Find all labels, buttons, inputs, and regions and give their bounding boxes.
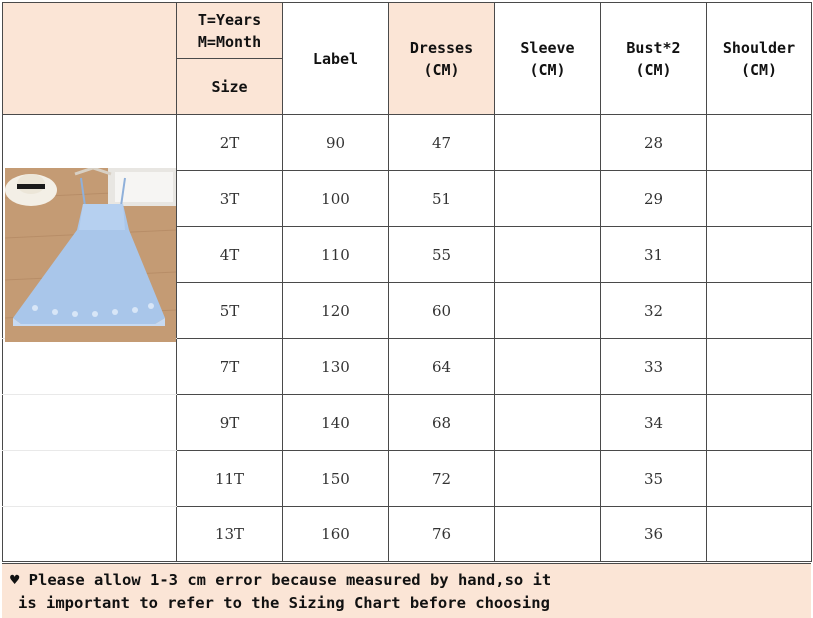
- measurement-note: [2, 563, 811, 618]
- bust-cell: 34: [601, 395, 707, 451]
- size-cell: 13T: [177, 507, 283, 562]
- shoulder-cell: [707, 283, 812, 339]
- sleeve-cell: [495, 283, 601, 339]
- sleeve-cell: [495, 227, 601, 283]
- blank-cell: [3, 339, 177, 395]
- label-header: Label: [283, 3, 389, 115]
- dresses-cell: 68: [389, 395, 495, 451]
- blank-cell: [3, 395, 177, 451]
- bust-header-unit: (CM): [635, 60, 672, 79]
- age-legend-cell: [177, 3, 283, 59]
- label-cell: 130: [283, 339, 389, 395]
- size-header: Size: [177, 59, 283, 115]
- bust-cell: 32: [601, 283, 707, 339]
- bust-header-title: Bust*2: [626, 38, 681, 57]
- shoulder-cell: [707, 507, 812, 562]
- shoulder-header: [707, 3, 812, 115]
- dresses-cell: 64: [389, 339, 495, 395]
- bust-cell: 36: [601, 507, 707, 562]
- size-cell: 7T: [177, 339, 283, 395]
- bust-cell: 35: [601, 451, 707, 507]
- size-chart-table: [2, 2, 812, 562]
- bust-cell: 33: [601, 339, 707, 395]
- product-photo: [5, 168, 176, 342]
- bust-header: [601, 3, 707, 115]
- dresses-header-title: Dresses: [409, 38, 474, 57]
- label-cell: 110: [283, 227, 389, 283]
- size-cell: 11T: [177, 451, 283, 507]
- sleeve-cell: [495, 115, 601, 171]
- label-cell: 160: [283, 507, 389, 562]
- label-cell: 150: [283, 451, 389, 507]
- dresses-cell: 72: [389, 451, 495, 507]
- note-line-1: [10, 569, 551, 592]
- dress-photo-image: [5, 168, 176, 342]
- sleeve-header-title: Sleeve: [520, 38, 575, 57]
- sleeve-header-unit: (CM): [529, 60, 566, 79]
- sleeve-cell: [495, 451, 601, 507]
- size-cell: 9T: [177, 395, 283, 451]
- dresses-cell: 47: [389, 115, 495, 171]
- blank-cell: [3, 507, 177, 562]
- dresses-cell: 60: [389, 283, 495, 339]
- shoulder-header-unit: (CM): [740, 60, 778, 79]
- bust-cell: 29: [601, 171, 707, 227]
- sleeve-cell: [495, 339, 601, 395]
- size-cell: 4T: [177, 227, 283, 283]
- legend-month: M=Month: [197, 32, 262, 51]
- sleeve-header: [495, 3, 601, 115]
- note-line-2: is important to refer to the Sizing Chart before choosing: [18, 594, 550, 612]
- shoulder-cell: [707, 171, 812, 227]
- size-cell: 5T: [177, 283, 283, 339]
- sleeve-cell: [495, 171, 601, 227]
- label-cell: 100: [283, 171, 389, 227]
- dresses-cell: 51: [389, 171, 495, 227]
- shoulder-cell: [707, 339, 812, 395]
- legend-years: T=Years: [197, 10, 262, 29]
- shoulder-cell: [707, 115, 812, 171]
- sleeve-cell: [495, 507, 601, 562]
- dresses-cell: 76: [389, 507, 495, 562]
- blank-cell: [3, 451, 177, 507]
- heart-icon: ♥: [10, 571, 20, 589]
- bust-cell: 28: [601, 115, 707, 171]
- size-cell: 3T: [177, 171, 283, 227]
- sleeve-cell: [495, 395, 601, 451]
- dresses-header-unit: (CM): [423, 60, 460, 79]
- label-cell: 120: [283, 283, 389, 339]
- label-cell: 90: [283, 115, 389, 171]
- note-line-1-text: Please allow 1-3 cm error because measured by hand,so it: [19, 571, 552, 589]
- corner-cell: [3, 3, 177, 115]
- dresses-header: [389, 3, 495, 115]
- size-cell: 2T: [177, 115, 283, 171]
- shoulder-header-title: Shoulder: [722, 38, 796, 57]
- shoulder-cell: [707, 395, 812, 451]
- shoulder-cell: [707, 451, 812, 507]
- shoulder-cell: [707, 227, 812, 283]
- label-cell: 140: [283, 395, 389, 451]
- bust-cell: 31: [601, 227, 707, 283]
- product-photo-cell: [3, 115, 177, 339]
- dresses-cell: 55: [389, 227, 495, 283]
